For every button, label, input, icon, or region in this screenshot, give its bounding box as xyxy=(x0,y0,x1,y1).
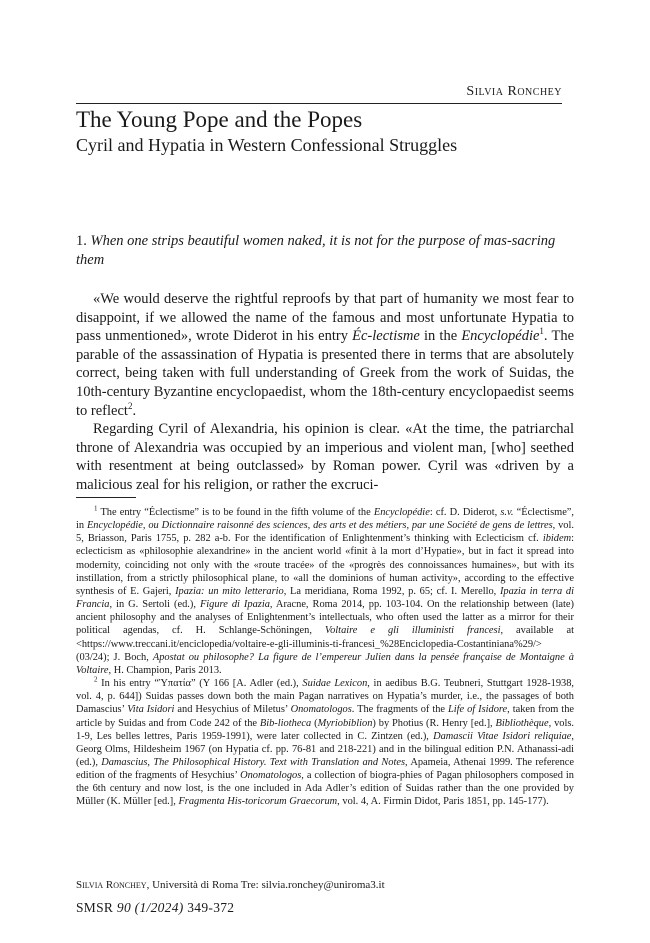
affiliation-details[interactable]: , Università di Roma Tre: silvia.ronchey@uniroma3.it xyxy=(146,879,385,891)
fn-run: , La meridiana, Roma 1992, p. 65; cf. I. Merello, xyxy=(283,585,500,597)
journal-pages: 349-372 xyxy=(183,900,235,915)
section-heading-text: When one strips beautiful women naked, it is not for the purpose of mas-sacring them xyxy=(76,233,556,268)
fn-run: . The fragments of the xyxy=(351,704,448,716)
fn-run: , vols. 1-9, Les belles lettres, Paris 1959-1991), were later collected in C. Zintzen (ed.), xyxy=(76,717,574,742)
journal-volume: 90 (1/2024) xyxy=(116,900,184,915)
fn-run: ) by Photius (R. Henry [ed.], xyxy=(372,717,496,729)
footnotes xyxy=(76,506,574,809)
header-rule xyxy=(76,103,562,104)
fn-italic-run: Onomatologos xyxy=(290,704,352,716)
fn-italic-run: Onomatologos xyxy=(240,770,302,782)
fn-run: : eclecticism as «philosophie alexandrine» in the ancient world «finit à la mort d’Hypatie», but in fact it spread into modernity, coinciding not only with the «route tracée» of the «progrès des connoissances humaines», but with its instillation, from a strictly philosophical plane, to «all the dominions of human activity», according to the effective synthesis of E. Gajeri, xyxy=(76,533,574,597)
fn-run: , H. Champion, Paris 2013. xyxy=(108,664,222,676)
section-heading xyxy=(76,232,574,270)
footnote-rule xyxy=(76,497,136,498)
footnote-number: 1 xyxy=(94,504,98,513)
article-title: The Young Pope and the Popes xyxy=(76,107,363,132)
body-text xyxy=(76,290,574,495)
fn-italic-run: Myriobiblion xyxy=(317,717,373,729)
fn-run: : cf. D. Diderot, xyxy=(429,507,501,518)
fn-italic-run: Ipazia in terra di Francia xyxy=(76,585,575,611)
fn-run: , Apameia, Athenai 1999. The reference edition of the fragments of Hesychius’ xyxy=(76,756,574,782)
fn-italic-run: Bib-liotheca xyxy=(259,717,312,729)
fn-italic-run: Damascii Vitae Isidori reliquiae xyxy=(433,730,572,742)
fn-run: ( xyxy=(311,717,318,729)
fn-run: , Aracne, Roma 2014, pp. 103-104. On the relationship between (late) ancient philosophy and the analyses of Enlightenment’s intellectuals, who often used the latter as a mirror for their political agendas, cf. H. Schlange-Schöningen, xyxy=(76,599,574,637)
fn-italic-run: Encyclopédie xyxy=(373,507,430,518)
fn-italic-run: Encyclopédie, ou Dictionnaire raisonné des sciences, des arts et des métiers, par une Société de gens de lettres xyxy=(86,520,553,532)
fn-link-run[interactable]: , available at <https://www.treccani.it/enciclopedia/voltaire-e-gli-illuminis-ti-francesi_%28Enciclopedia-Costantiniana%29/> (03/24); J. Boch, xyxy=(76,625,575,663)
fn-italic-run: Fragmenta His-toricorum Graecorum xyxy=(178,796,338,808)
fn-italic-run: Ipazia: un mito letterario xyxy=(175,585,284,597)
author-affiliation xyxy=(76,878,574,892)
footnote-1 xyxy=(76,506,574,677)
article-subtitle: Cyril and Hypatia in Western Confessional Struggles xyxy=(76,135,458,155)
fn-italic-run: s.v. xyxy=(500,507,514,518)
footnote-ref-2[interactable]: 2 xyxy=(127,400,133,411)
fn-italic-run: Life of Isidore xyxy=(447,704,508,716)
body-italic-run: Éc-lectisme xyxy=(352,328,420,345)
fn-italic-run: Apostat ou philosophe? La figure de l’empereur Julien dans la pensée française de Montaigne à Voltaire xyxy=(76,651,574,676)
body-text-run: in the xyxy=(419,328,462,345)
footnote-2 xyxy=(76,677,574,809)
fn-italic-run: ibidem xyxy=(542,533,572,545)
journal-citation xyxy=(76,900,574,916)
body-text-run: «We would deserve the rightful reproofs by that part of humanity we most fear to disappoint, if we allowed the name of the famous and most unfortunate Hypatia to pass unmentioned», wrote Diderot in his entry xyxy=(76,291,574,345)
fn-run: and Hesychius of Miletus’ xyxy=(174,704,291,716)
fn-run: , in aedibus B.G. Teubneri, Stuttgart 1928-1938, vol. 4, p. 644]) Suidas passes down both the main Pagan narratives on Hypatia’s murder, i.e., the passages of both Damascius’ xyxy=(76,678,574,716)
section-number: 1. xyxy=(76,233,87,249)
fn-run: The entry “Éclectisme” is to be found in the fifth volume of the xyxy=(97,507,374,518)
fn-italic-run: Voltaire e gli illuministi francesi xyxy=(324,625,501,637)
fn-run: , vol. 4, A. Firmin Didot, Paris 1851, pp. 145-177). xyxy=(337,796,549,808)
running-head-author: Silvia Ronchey xyxy=(466,84,562,99)
fn-italic-run: Vita Isidori xyxy=(127,704,175,716)
footnote-number: 2 xyxy=(94,675,98,684)
fn-run: , Georg Olms, Hildesheim 1967 (on Hypatia cf. pp. 76-81 and 218-221) and in the bilingual edition P.N. Athanassi-adi (ed.), xyxy=(76,730,574,768)
affiliation-author: Silvia Ronchey xyxy=(76,879,147,891)
fn-run: “Éclectisme”, in xyxy=(76,507,575,532)
fn-italic-run: Figure di Ipazia xyxy=(199,599,270,611)
body-italic-run: Encyclopédie xyxy=(461,328,540,345)
fn-run: , taken from the article by Suidas and from Code 242 of the xyxy=(76,704,575,729)
fn-run: , vol. 5, Briasson, Paris 1755, p. 282 a-b. For the identification of Enlightenment’s thinking with Eclecticism cf. xyxy=(76,520,574,545)
fn-run: In his entry “Ὑπατία” (Y 166 [A. Adler (ed.), xyxy=(97,678,303,690)
body-paragraph-1 xyxy=(76,290,574,420)
fn-italic-run: Suidae Lexicon xyxy=(302,678,368,690)
fn-run: , in G. Sertoli (ed.), xyxy=(109,599,200,611)
body-paragraph-2: Regarding Cyril of Alexandria, his opinion is clear. «At the time, the patriarchal throne of Alexandria was occupied by an imperious and violent man, [who] seethed with resentment at being outclassed» by Roman power. Cyril was «driven by a malicious zeal for his religion, or rather the excruci- xyxy=(76,421,574,493)
footnote-ref-1[interactable]: 1 xyxy=(539,326,544,337)
journal-name: SMSR xyxy=(76,900,117,915)
body-text-run: . The parable of the assassination of Hypatia is presented there in terms that are absolutely correct, being taken with full understanding of Greek from the work of Suidas, the 10th-century Byzantine encyclopaedist, whom the 18th-century encyclopaedist seems to reflect xyxy=(76,328,575,419)
fn-run: , a collection of biogra-phies of Pagan philosophers composed in the 6th century and now lost, is the one included in Ada Adler’s edition of Suidas rather than the one provided by Müller (K. Müller [ed.], xyxy=(76,770,574,808)
body-text-run: . xyxy=(132,402,137,419)
fn-italic-run: Bibliothèque xyxy=(495,717,549,729)
fn-italic-run: Damascius, The Philosophical History. Text with Translation and Notes xyxy=(101,756,406,768)
